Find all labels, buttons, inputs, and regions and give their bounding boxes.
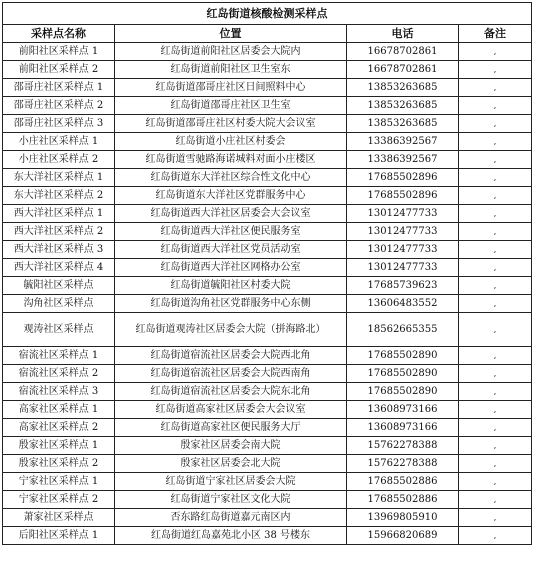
site-phone-cell: 13608973166 (347, 401, 459, 419)
site-location-cell: 殷家社区居委会南大院 (115, 437, 347, 455)
site-note-cell: , (459, 509, 532, 527)
site-note-cell: , (459, 43, 532, 61)
site-name-cell: 沟角社区采样点 (3, 295, 115, 313)
table-row (3, 169, 532, 187)
site-name-cell: 西大洋社区采样点 3 (3, 241, 115, 259)
site-note-cell: , (459, 259, 532, 277)
site-phone-cell: 13853263685 (347, 79, 459, 97)
site-note-cell: , (459, 455, 532, 473)
site-name-cell: 邵哥庄社区采样点 2 (3, 97, 115, 115)
site-location-cell: 红岛街道邵哥庄社区卫生室 (115, 97, 347, 115)
site-location-cell: 红岛街道邵哥庄社区村委大院大会议室 (115, 115, 347, 133)
table-row (3, 133, 532, 151)
site-name-cell: 西大洋社区采样点 1 (3, 205, 115, 223)
site-phone-cell: 18562665355 (347, 313, 459, 347)
site-phone-cell: 17685502890 (347, 365, 459, 383)
table-title: 红岛街道核酸检测采样点 (3, 3, 532, 25)
site-location-cell: 红岛街道小庄社区村委会 (115, 133, 347, 151)
site-note-cell: , (459, 347, 532, 365)
site-name-cell: 小庄社区采样点 1 (3, 133, 115, 151)
table-row (3, 473, 532, 491)
site-name-cell: 殷家社区采样点 2 (3, 455, 115, 473)
site-location-cell: 否东路红岛街道嘉元南区内 (115, 509, 347, 527)
site-name-cell: 西大洋社区采样点 2 (3, 223, 115, 241)
site-location-cell: 殷家社区居委会北大院 (115, 455, 347, 473)
site-note-cell: , (459, 151, 532, 169)
site-location-cell: 红岛街道前阳社区卫生室东 (115, 61, 347, 79)
table-row (3, 61, 532, 79)
site-location-cell: 红岛街道宿流社区居委会大院西北角 (115, 347, 347, 365)
site-note-cell: , (459, 61, 532, 79)
site-note-cell: , (459, 473, 532, 491)
site-name-cell: 高家社区采样点 1 (3, 401, 115, 419)
table-row (3, 277, 532, 295)
site-name-cell: 后阳社区采样点 1 (3, 527, 115, 545)
site-note-cell: , (459, 79, 532, 97)
table-row (3, 223, 532, 241)
site-name-cell: 观涛社区采样点 (3, 313, 115, 347)
site-location-cell: 红岛街道红岛嘉苑北小区 38 号楼东 (115, 527, 347, 545)
site-note-cell: , (459, 223, 532, 241)
table-header-row (3, 25, 532, 43)
site-phone-cell: 13969805910 (347, 509, 459, 527)
site-phone-cell: 13012477733 (347, 259, 459, 277)
site-note-cell: , (459, 295, 532, 313)
site-location-cell: 红岛街道邵哥庄社区日间照料中心 (115, 79, 347, 97)
site-phone-cell: 13012477733 (347, 223, 459, 241)
site-phone-cell: 15762278388 (347, 455, 459, 473)
table-row (3, 509, 532, 527)
table-row (3, 205, 532, 223)
table-row (3, 455, 532, 473)
header-note: 备注 (459, 25, 532, 43)
site-phone-cell: 17685739623 (347, 277, 459, 295)
table-row (3, 187, 532, 205)
table-row (3, 383, 532, 401)
site-name-cell: 东大洋社区采样点 2 (3, 187, 115, 205)
site-location-cell: 红岛街道东大洋社区党群服务中心 (115, 187, 347, 205)
site-location-cell: 红岛街道西大洋社区网格办公室 (115, 259, 347, 277)
site-note-cell: , (459, 365, 532, 383)
site-name-cell: 萧家社区采样点 (3, 509, 115, 527)
site-location-cell: 红岛街道宿流社区居委会大院西南角 (115, 365, 347, 383)
sampling-sites-table (2, 2, 532, 545)
site-name-cell: 殷家社区采样点 1 (3, 437, 115, 455)
site-note-cell: , (459, 401, 532, 419)
site-phone-cell: 17685502886 (347, 491, 459, 509)
site-note-cell: , (459, 437, 532, 455)
site-location-cell: 红岛街道东大洋社区综合性文化中心 (115, 169, 347, 187)
table-row (3, 43, 532, 61)
site-note-cell: , (459, 205, 532, 223)
table-row (3, 313, 532, 347)
table-row (3, 401, 532, 419)
table-row (3, 79, 532, 97)
table-row (3, 151, 532, 169)
site-name-cell: 前阳社区采样点 1 (3, 43, 115, 61)
site-name-cell: 宁家社区采样点 1 (3, 473, 115, 491)
header-phone: 电话 (347, 25, 459, 43)
site-location-cell: 红岛街道西大洋社区党员活动室 (115, 241, 347, 259)
site-phone-cell: 13606483552 (347, 295, 459, 313)
site-phone-cell: 16678702861 (347, 43, 459, 61)
site-location-cell: 红岛街道西大洋社区居委会大会议室 (115, 205, 347, 223)
table-row (3, 97, 532, 115)
site-phone-cell: 13386392567 (347, 133, 459, 151)
table-row (3, 365, 532, 383)
site-name-cell: 毓阳社区采样点 (3, 277, 115, 295)
site-phone-cell: 17685502896 (347, 187, 459, 205)
site-phone-cell: 13853263685 (347, 115, 459, 133)
site-location-cell: 红岛街道宁家社区文化大院 (115, 491, 347, 509)
site-phone-cell: 13012477733 (347, 205, 459, 223)
table-row (3, 295, 532, 313)
site-note-cell: , (459, 491, 532, 509)
site-location-cell: 红岛街道观涛社区居委会大院（拼海路北） (115, 313, 347, 347)
site-phone-cell: 17685502896 (347, 169, 459, 187)
site-phone-cell: 17685502890 (347, 383, 459, 401)
site-phone-cell: 16678702861 (347, 61, 459, 79)
site-location-cell: 红岛街道毓阳社区村委大院 (115, 277, 347, 295)
table-row (3, 259, 532, 277)
site-phone-cell: 17685502890 (347, 347, 459, 365)
site-name-cell: 宿流社区采样点 2 (3, 365, 115, 383)
site-name-cell: 高家社区采样点 2 (3, 419, 115, 437)
table-row (3, 419, 532, 437)
table-row (3, 491, 532, 509)
site-location-cell: 红岛街道雪驰路海诺城料对面小庄楼区 (115, 151, 347, 169)
site-phone-cell: 15966820689 (347, 527, 459, 545)
site-note-cell: , (459, 115, 532, 133)
table-row (3, 437, 532, 455)
site-phone-cell: 13386392567 (347, 151, 459, 169)
site-name-cell: 宿流社区采样点 1 (3, 347, 115, 365)
site-location-cell: 红岛街道西大洋社区便民服务室 (115, 223, 347, 241)
site-note-cell: , (459, 419, 532, 437)
site-location-cell: 红岛街道宁家社区居委会大院 (115, 473, 347, 491)
site-location-cell: 红岛街道高家社区便民服务大厅 (115, 419, 347, 437)
site-name-cell: 邵哥庄社区采样点 1 (3, 79, 115, 97)
site-name-cell: 小庄社区采样点 2 (3, 151, 115, 169)
table-row (3, 527, 532, 545)
table-row (3, 115, 532, 133)
header-name: 采样点名称 (3, 25, 115, 43)
site-note-cell: , (459, 313, 532, 347)
site-location-cell: 红岛街道沟角社区党群服务中心东侧 (115, 295, 347, 313)
site-phone-cell: 13012477733 (347, 241, 459, 259)
site-name-cell: 前阳社区采样点 2 (3, 61, 115, 79)
site-location-cell: 红岛街道宿流社区居委会大院东北角 (115, 383, 347, 401)
site-name-cell: 邵哥庄社区采样点 3 (3, 115, 115, 133)
site-note-cell: , (459, 169, 532, 187)
site-phone-cell: 13608973166 (347, 419, 459, 437)
site-location-cell: 红岛街道高家社区居委会大会议室 (115, 401, 347, 419)
site-note-cell: , (459, 383, 532, 401)
site-note-cell: , (459, 277, 532, 295)
site-name-cell: 宿流社区采样点 3 (3, 383, 115, 401)
site-phone-cell: 17685502886 (347, 473, 459, 491)
table-row (3, 241, 532, 259)
site-note-cell: , (459, 187, 532, 205)
header-location: 位置 (115, 25, 347, 43)
site-note-cell: , (459, 133, 532, 151)
document-page (2, 2, 531, 580)
table-title-row (3, 3, 532, 25)
table-row (3, 347, 532, 365)
site-location-cell: 红岛街道前阳社区居委会大院内 (115, 43, 347, 61)
site-name-cell: 西大洋社区采样点 4 (3, 259, 115, 277)
site-note-cell: , (459, 527, 532, 545)
site-phone-cell: 15762278388 (347, 437, 459, 455)
site-name-cell: 东大洋社区采样点 1 (3, 169, 115, 187)
site-name-cell: 宁家社区采样点 2 (3, 491, 115, 509)
site-note-cell: , (459, 241, 532, 259)
site-note-cell: , (459, 97, 532, 115)
site-phone-cell: 13853263685 (347, 97, 459, 115)
